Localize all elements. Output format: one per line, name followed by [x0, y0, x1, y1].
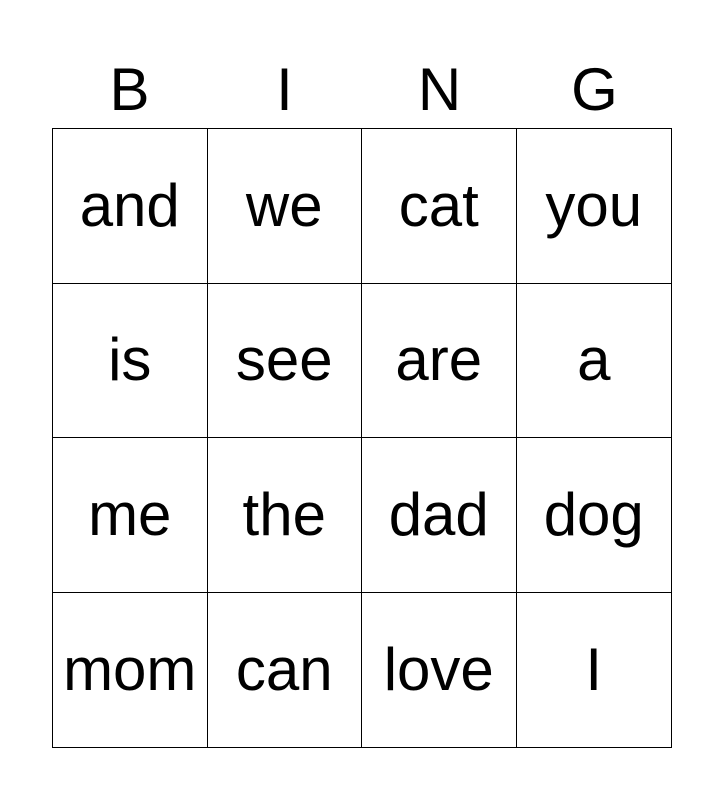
header-letter-i: I — [276, 56, 293, 123]
header-letter-g: G — [571, 56, 618, 123]
bingo-cell-r4-c4[interactable]: I — [585, 635, 603, 703]
bingo-cell-r1-c2[interactable]: we — [208, 129, 363, 284]
bingo-cell-r3-c1[interactable]: me — [53, 438, 208, 593]
header-letter-b: B — [109, 56, 150, 123]
bingo-header — [52, 52, 672, 128]
bingo-card-grid — [52, 128, 672, 748]
bingo-cell-r4-c3[interactable]: love — [362, 593, 517, 748]
bingo-cell-r3-c4[interactable]: dog — [517, 438, 672, 593]
bingo-cell-r1-c3[interactable]: cat — [362, 129, 517, 284]
bingo-cell-r2-c4[interactable]: a — [517, 284, 672, 439]
bingo-cell-r3-c2[interactable]: the — [208, 438, 363, 593]
bingo-cell-r1-c1[interactable]: and — [53, 129, 208, 284]
bingo-cell-r1-c4[interactable]: you — [517, 129, 672, 284]
bingo-cell-r2-c1[interactable]: is — [53, 284, 208, 439]
bingo-cell-r4-c2[interactable]: can — [208, 593, 363, 748]
header-letter-n: N — [417, 56, 462, 123]
bingo-cell-r2-c2[interactable]: see — [208, 284, 363, 439]
bingo-cell-r2-c3[interactable]: are — [362, 284, 517, 439]
bingo-cell-r3-c3[interactable]: dad — [362, 438, 517, 593]
bingo-cell-r4-c1[interactable]: mom — [53, 593, 208, 748]
